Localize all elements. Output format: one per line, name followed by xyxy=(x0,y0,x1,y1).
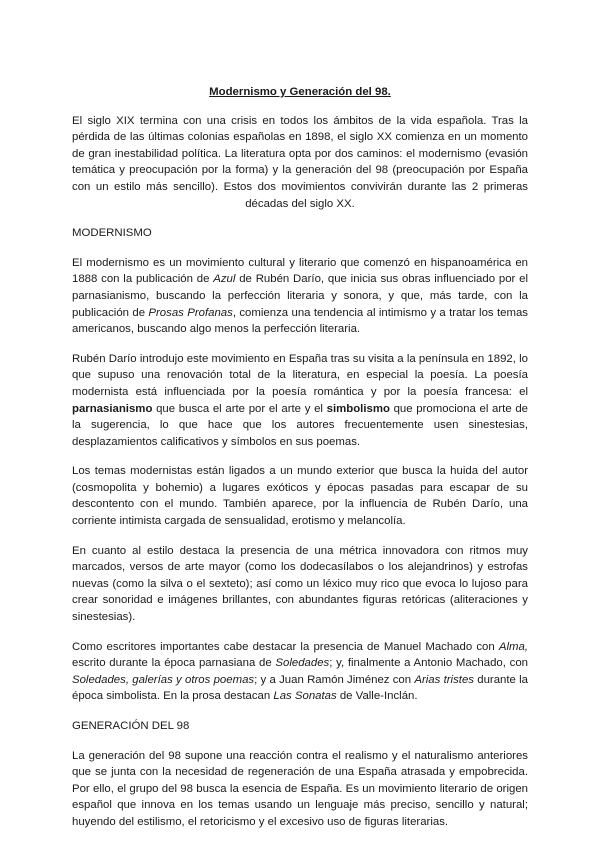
work-title-prosas-profanas: Prosas Profanas xyxy=(148,306,233,319)
text-run: de Valle-Inclán. xyxy=(336,690,418,703)
text-run: de Rubén Darío, que inicia sus obras influenciado por el parnasianismo, buscando la perfección literaria y sonora, y que, más tarde, con la publicación de xyxy=(72,273,528,319)
text-run: que busca el arte por el arte y el xyxy=(152,402,327,415)
paragraph-modernismo-authors xyxy=(72,639,528,705)
text-run: ; y a Juan Ramón Jiménez con xyxy=(254,673,415,686)
text-run: Como escritores importantes cabe destacar la presencia de Manuel Machado con xyxy=(72,640,499,653)
text-run: , comienza una tendencia al intimismo y a tratar los temas americanos, buscando algo menos la perfección literaria. xyxy=(72,306,528,336)
text-run: El modernismo es un movimiento cultural y literario que comenzó en hispanoamérica en 1888 con la publicación de xyxy=(72,256,528,286)
work-title-alma: Alma, xyxy=(498,640,528,653)
paragraph-modernismo-themes: Los temas modernistas están ligados a un mundo exterior que busca la huida del autor (cosmopolita y bohemio) a lugares exóticos y épocas pasadas para escapar de su descontento con el mundo. También aparece, por la influencia de Rubén Darío, una corriente intimista cargada de sensualidad, erotismo y melancolía. xyxy=(72,465,528,528)
paragraph-modernismo-spain xyxy=(72,351,528,451)
section-heading-generacion-98: GENERACIÓN DEL 98 xyxy=(72,720,190,732)
section-heading-modernismo: MODERNISMO xyxy=(72,227,152,240)
text-run: Rubén Darío introdujo este movimiento en España tras su visita a la península en 1892, lo que supuso una renovación total de la literatura, en especial la poesía. La poesía modernista está influenciada por la poesía romántica y por la poesía francesa: el xyxy=(72,352,528,398)
work-title-soledades: Soledades xyxy=(275,657,330,670)
work-title-arias-tristes: Arias tristes xyxy=(414,673,474,686)
work-title-las-sonatas: Las Sonatas xyxy=(273,690,337,703)
paragraph-modernismo-origin xyxy=(72,255,528,338)
term-parnasianismo: parnasianismo xyxy=(72,402,153,415)
text-run: durante la época simbolista. En la prosa destacan xyxy=(72,673,529,703)
work-title-azul: Azul xyxy=(213,273,236,286)
text-run: que promociona el arte de la sugerencia, lo que hace que los autores frecuentemente usen sinestesias, desplazamientos calificativos y símbolos en sus poemas. xyxy=(72,402,529,448)
term-simbolismo: simbolismo xyxy=(326,402,390,415)
text-run: escrito durante la época parnasiana de xyxy=(72,657,276,670)
document-title: Modernismo y Generación del 98. xyxy=(209,86,391,98)
paragraph-generacion-98: La generación del 98 supone una reacción contra el realismo y el naturalismo anteriores que se junta con la necesidad de regeneración de una España atrasada y empobrecida. Por ello, el grupo del 98 busca la esencia de España. Es un movimiento literario de origen español que innova en los temas usando un lenguaje más preciso, sencillo y natural; huyendo del estilismo, el retoricismo y el excesivo uso de figuras literarias. xyxy=(72,749,528,828)
paragraph-modernismo-style: En cuanto al estilo destaca la presencia de una métrica innovadora con ritmos muy marcados, versos de arte mayor (como los dodecasílabos o los alejandrinos) y estrofas nuevas (como la silva o el sexteto); así como un léxico muy rico que evoca lo lujoso para crear sonoridad e imágenes brillantes, con abundantes figuras retóricas (aliteraciones y sinestesias). xyxy=(72,544,528,624)
intro-paragraph: El siglo XIX termina con una crisis en todos los ámbitos de la vida española. Tras la pérdida de las últimas colonias españolas en 1898, el siglo XX comienza en un momento de gran inestabilidad política. La literatura opta por dos caminos: el modernismo (evasión temática y preocupación por la forma) y la generación del 98 (preocupación por España con un estilo más sencillo). Estos dos movimientos convivirán durante las 2 primeras décadas del siglo XX. xyxy=(72,114,528,210)
text-run: ; y, finalmente a Antonio Machado, con xyxy=(329,657,528,670)
work-title-soledades-galerias: Soledades, galerías y otros poemas xyxy=(72,673,255,686)
document-page xyxy=(72,84,528,844)
